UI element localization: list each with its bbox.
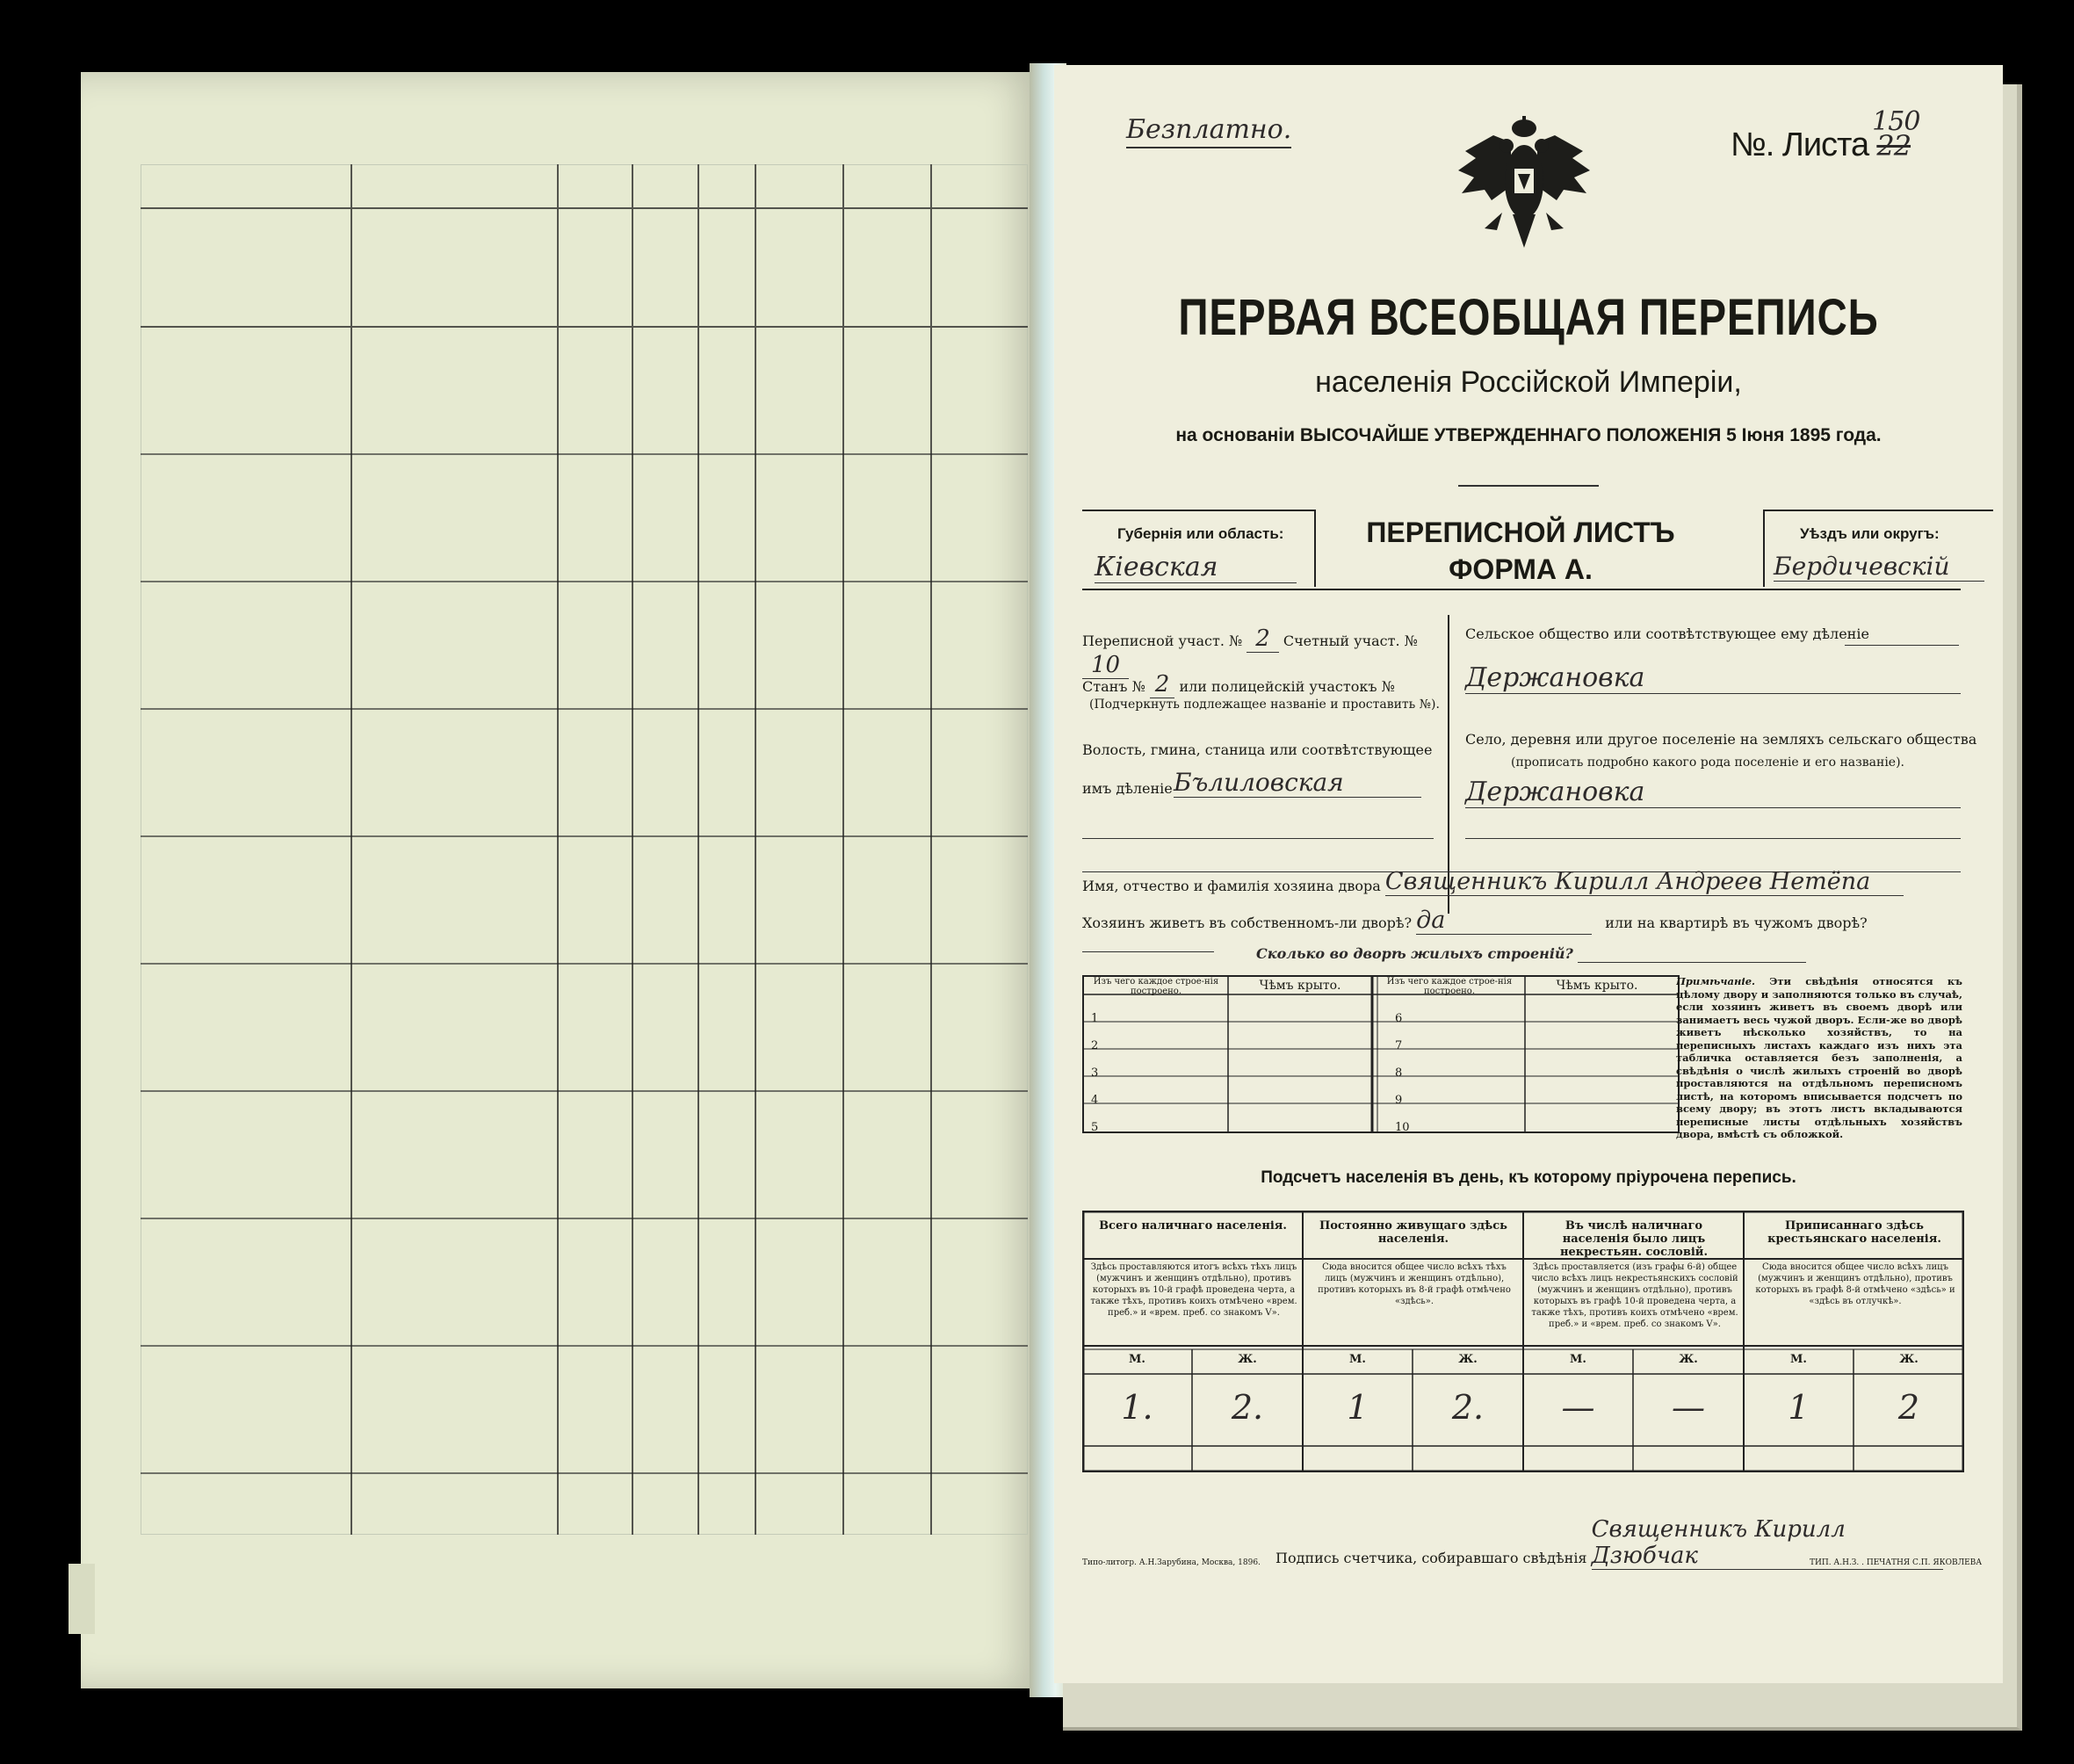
count-header: Въ числѣ наличнаго населенія было лицъ некрестьян. сословій. xyxy=(1560,1219,1708,1259)
sex-label: М. xyxy=(1129,1353,1145,1366)
buildings-col-material: Изъ чего каждое строе-нія построено. xyxy=(1093,977,1219,996)
sex-label: М. xyxy=(1570,1353,1586,1366)
form-main-title: ПЕРВАЯ ВСЕОБЩАЯ ПЕРЕПИСЬ xyxy=(1178,289,1879,346)
own-yard-value: да xyxy=(1416,907,1592,935)
row-number: 7 xyxy=(1395,1039,1403,1052)
stan-label: Станъ № xyxy=(1082,678,1145,695)
buildings-table xyxy=(1082,975,1680,1133)
sex-label: М. xyxy=(1349,1353,1366,1366)
left-page xyxy=(81,72,1045,1688)
buildings-note xyxy=(1676,975,1962,1142)
sex-label: Ж. xyxy=(1679,1353,1698,1366)
buildings-row-numbers-right xyxy=(1395,1005,1410,1141)
ornament-divider xyxy=(1458,485,1599,487)
rent-label: или на квартирѣ въ чужомъ дворѣ? xyxy=(1605,915,1868,931)
row-number: 5 xyxy=(1091,1121,1099,1134)
sheet-number xyxy=(1731,106,1920,164)
count-value: 2 xyxy=(1897,1388,1920,1427)
row-number: 1 xyxy=(1091,1012,1099,1025)
sheet-number-value: 150 xyxy=(1872,106,1920,137)
sex-label: Ж. xyxy=(1458,1353,1478,1366)
schet-uch-value: 10 xyxy=(1082,652,1129,679)
buildings-question xyxy=(1256,945,1806,963)
uezd-box xyxy=(1763,510,1993,587)
row-number: 4 xyxy=(1091,1094,1099,1107)
note-lead: Примѣчаніе. xyxy=(1676,975,1756,987)
gubernia-label: Губернія или область: xyxy=(1117,525,1284,542)
sex-label: Ж. xyxy=(1238,1353,1257,1366)
census-form-page xyxy=(1054,65,2003,1683)
count-title: Подсчетъ населенія въ день, къ которому пріурочена перепись. xyxy=(1261,1168,1796,1187)
free-label: Безплатно. xyxy=(1126,114,1291,148)
own-yard-label: Хозяинъ живетъ въ собственномъ-ли дворѣ? xyxy=(1082,915,1413,931)
stan-value: 2 xyxy=(1150,671,1175,698)
row-number: 8 xyxy=(1395,1066,1403,1080)
owner-name-label: Имя, отчество и фамилія хозяина двора xyxy=(1082,878,1381,894)
count-value: 1 xyxy=(1788,1388,1810,1427)
sex-label: Ж. xyxy=(1899,1353,1919,1366)
stan-rest: или полицейскій участокъ № xyxy=(1179,678,1395,695)
imperial-eagle-emblem xyxy=(1458,116,1590,257)
count-description: Сюда вносится общее число всѣхъ лицъ (мужчинъ и женщинъ отдѣльно), противъ которыхъ въ графѣ 8-й отмѣчено «здѣсь» и «здѣсь въ отлучкѣ». xyxy=(1755,1262,1955,1306)
imprint-right: ТИП. А.Н.З. . ПЕЧАТНЯ С.П. ЯКОВЛЕВА xyxy=(1810,1558,1983,1567)
volost-label: Волость, гмина, станица или соотвѣтствующее xyxy=(1082,741,1433,758)
count-value: 1 xyxy=(1347,1388,1369,1427)
owner-name-line xyxy=(1082,868,1961,896)
row-number: 2 xyxy=(1091,1039,1099,1052)
perep-uch-label: Переписной участ. № xyxy=(1082,633,1243,649)
obshchestvo-line xyxy=(1845,645,1959,646)
count-description: Здѣсь проставляется (изъ графы 6-й) общее число всѣхъ лицъ некрестьянскихъ сословій (мужчинъ и женщинъ отдѣльно), противъ которыхъ въ графѣ 10-й проведена черта, а также тѣхъ, противъ коихъ отмѣчено «врем. преб.» и «врем. преб. со знакомъ V». xyxy=(1531,1262,1738,1329)
schet-uch-label: Счетный участ. № xyxy=(1283,633,1418,649)
volost-label2: имъ дѣленіе xyxy=(1082,780,1173,797)
form-basis-line: на основаніи ВЫСОЧАЙШЕ УТВЕРЖДЕННАГО ПОЛОЖЕНІЯ 5 Іюня 1895 года. xyxy=(1175,425,1882,445)
count-value: 2. xyxy=(1451,1388,1485,1427)
count-value: 2. xyxy=(1231,1388,1264,1427)
stan-note: (Подчеркнуть подлежащее названіе и проставить №). xyxy=(1089,698,1440,712)
uezd-label: Уѣздъ или округъ: xyxy=(1800,525,1940,542)
stan-line xyxy=(1082,671,1434,698)
gubernia-box xyxy=(1082,510,1316,587)
row-number: 6 xyxy=(1395,1012,1403,1025)
form-subtitle: населенія Россійской Имперіи, xyxy=(1315,365,1742,399)
signature-value: Священникъ Кирилл Дзюбчак xyxy=(1592,1516,1943,1570)
buildings-value xyxy=(1578,945,1806,963)
rent-value xyxy=(1082,935,1214,952)
imprint-left: Типо-литогр. А.Н.Зарубина, Москва, 1896. xyxy=(1082,1558,1261,1567)
buildings-row-numbers-left xyxy=(1091,1005,1098,1141)
form-header-box xyxy=(1082,510,1961,589)
selo-value: Держановка xyxy=(1465,777,1961,808)
selo-note: (прописать подробно какого рода поселеніе и его названіе). xyxy=(1511,755,1904,770)
form-header-rule xyxy=(1082,589,1961,590)
sheet-number-struck: 22 xyxy=(1876,129,1911,163)
signature-label: Подпись счетчика, собиравшаго свѣдѣнія xyxy=(1275,1550,1587,1566)
selo-extra-line xyxy=(1465,838,1961,839)
owner-name-value: Священникъ Кирилл Андреев Нетёпа xyxy=(1385,868,1904,896)
count-value: — xyxy=(1672,1388,1705,1427)
uchastok-line xyxy=(1082,625,1434,678)
count-header: Всего наличнаго населенія. xyxy=(1099,1219,1287,1233)
selo-label: Село, деревня или другое поселеніе на земляхъ сельскаго общества xyxy=(1465,731,1977,748)
gubernia-value: Кіевская xyxy=(1095,552,1297,583)
row-number: 9 xyxy=(1395,1094,1403,1107)
count-values xyxy=(1082,1388,1964,1441)
volost-value: Бълиловская xyxy=(1174,768,1421,798)
sheet-number-label: №. Листа xyxy=(1731,127,1869,163)
buildings-col-roof: Чѣмъ крыто. xyxy=(1259,979,1341,993)
perep-uch-value: 2 xyxy=(1247,625,1279,653)
buildings-label: Сколько во дворѣ жилыхъ строеній? xyxy=(1256,945,1573,962)
obshchestvo-value: Держановка xyxy=(1465,662,1961,694)
note-text: Эти свѣдѣнія относятся къ цѣлому двору и заполняются только въ случаѣ, если хозяинъ живетъ въ своемъ дворѣ или занимаетъ весь чужой дворъ. Если-же во дворѣ живетъ нѣсколько хозяйствъ, то на переписныхъ листахъ каждаго изъ нихъ эта табличка оставляется безъ заполненія, а свѣдѣнія о числѣ жилыхъ строеній во дворѣ проставляются на отдѣльномъ переписномъ листѣ, на которомъ вписывается подсчетъ по всему двору; въ этотъ листъ вкладываются переписные листы отдѣльныхъ хозяйствъ двора, вмѣстѣ съ обложкой. xyxy=(1676,975,1962,1140)
sex-label: М. xyxy=(1790,1353,1807,1366)
count-value: 1. xyxy=(1121,1388,1153,1427)
left-page-curl xyxy=(69,1564,95,1634)
count-description: Здѣсь проставляются итогъ всѣхъ тѣхъ лицъ (мужчинъ и женщинъ отдѣльно), противъ которыхъ въ 10-й графѣ проведена черта, а также тѣхъ, противъ коихъ отмѣчено «врем. преб.» и «врем. преб. со знакомъ V». xyxy=(1090,1262,1297,1318)
obshchestvo-label: Сельское общество или соотвѣтствующее ему дѣленіе xyxy=(1465,625,1869,642)
count-header: Приписаннаго здѣсь крестьянскаго населенія. xyxy=(1767,1219,1941,1246)
form-name-line2: ФОРМА А. xyxy=(1449,553,1593,585)
buildings-col-roof-2: Чѣмъ крыто. xyxy=(1556,979,1638,993)
uezd-value: Бердичевскій xyxy=(1774,552,1984,582)
row-number: 3 xyxy=(1091,1066,1099,1080)
count-value: — xyxy=(1561,1388,1595,1427)
buildings-col-material-2: Изъ чего каждое строе-нія построено. xyxy=(1386,977,1513,996)
count-header: Постоянно живущаго здѣсь населенія. xyxy=(1319,1219,1508,1246)
form-name-line1: ПЕРЕПИСНОЙ ЛИСТЪ xyxy=(1366,517,1675,548)
count-sex-labels xyxy=(1082,1353,1964,1377)
volost-extra-line xyxy=(1082,838,1434,839)
count-description: Сюда вносится общее число всѣхъ тѣхъ лицъ (мужчинъ и женщинъ отдѣльно), противъ которыхъ въ 8-й графѣ отмѣчено «здѣсь». xyxy=(1318,1262,1511,1306)
faded-ruled-grid xyxy=(141,164,1028,1535)
row-number: 10 xyxy=(1395,1121,1410,1134)
